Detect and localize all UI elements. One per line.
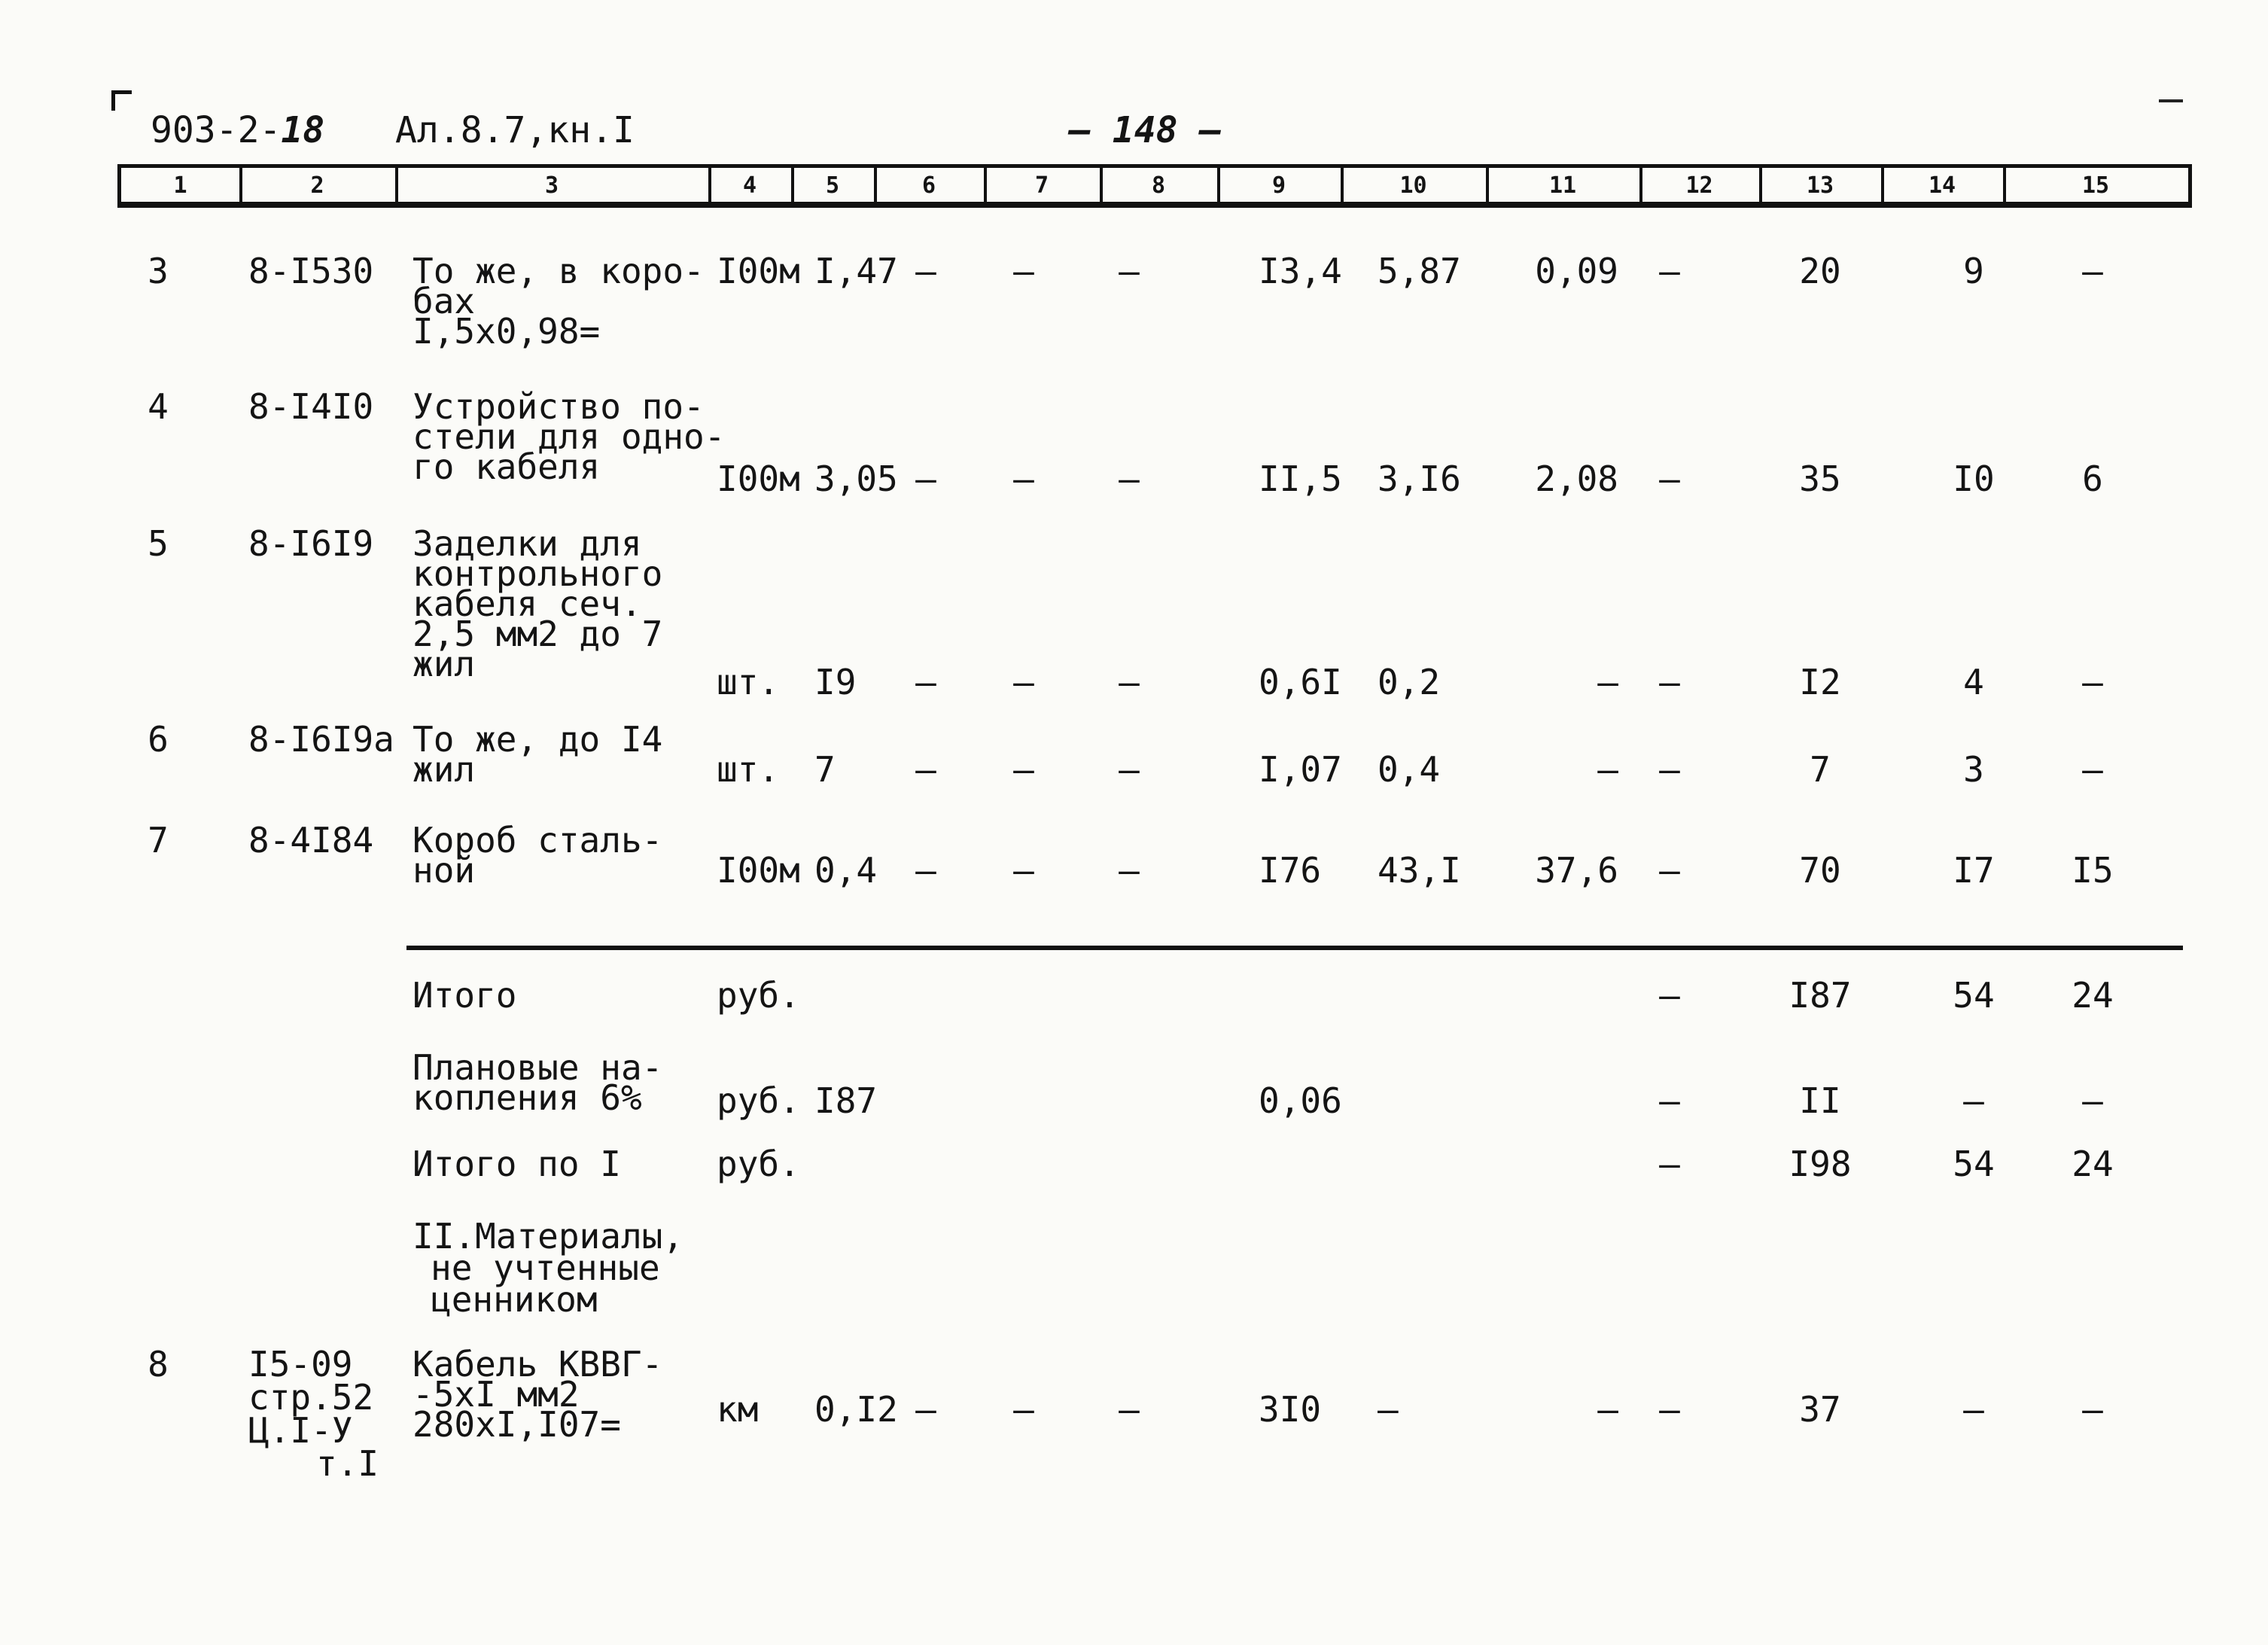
cell-col15: 24 (2072, 1144, 2114, 1184)
column-number-strip (117, 164, 2192, 208)
cell-col3: Устройство по- (413, 386, 705, 427)
cell-col13: I87 (1789, 975, 1852, 1016)
cell-col14: I7 (1953, 850, 1995, 891)
cell-col12: – (1659, 1080, 1680, 1121)
cell-col3: Заделки для (413, 523, 642, 564)
cell-col13: I98 (1789, 1144, 1852, 1184)
cell-col14: 3 (1963, 749, 1984, 790)
cell-col5: 3,05 (814, 458, 898, 499)
cell-col9: 0,06 (1259, 1080, 1342, 1121)
cell-col11: – (1597, 749, 1618, 790)
cell-col12: – (1659, 1144, 1680, 1184)
cell-col2: 8-I6I9а (248, 719, 394, 760)
cell-col8: – (1119, 850, 1140, 891)
cell-col3: копления 6% (413, 1077, 642, 1118)
column-number: 6 (921, 172, 936, 199)
cell-col14: 4 (1963, 662, 1984, 702)
cell-col2: 8-I6I9 (248, 523, 374, 564)
cell-col7: – (1013, 251, 1034, 291)
cell-col4: I00м (717, 458, 800, 499)
cell-col1: 8 (148, 1344, 169, 1385)
cell-col3: Плановые на- (413, 1047, 663, 1088)
cell-col14: – (1963, 1389, 1984, 1430)
cell-col12: – (1659, 749, 1680, 790)
column-divider (1341, 168, 1344, 202)
cell-col11: 0,09 (1535, 251, 1618, 291)
cell-col15: – (2082, 1080, 2103, 1121)
column-divider (1639, 168, 1642, 202)
edge-mark (2159, 99, 2183, 102)
column-number: 1 (173, 172, 187, 199)
cell-col14: 54 (1953, 975, 1995, 1016)
cell-col6: – (915, 458, 936, 499)
cell-col7: – (1013, 458, 1034, 499)
cell-col6: – (915, 1389, 936, 1430)
cell-col3: Итого по I (413, 1144, 621, 1184)
column-divider (1881, 168, 1884, 202)
cell-col14: I0 (1953, 458, 1995, 499)
cell-col3: контрольного (413, 553, 663, 594)
cell-col13: II (1799, 1080, 1841, 1121)
cell-col3: жил (413, 749, 476, 790)
cell-col5: I87 (814, 1080, 878, 1121)
cell-col2: Ц.I-У (248, 1410, 353, 1451)
cell-col3: -5xI мм2 (413, 1374, 580, 1415)
column-divider (239, 168, 242, 202)
cell-col5: 0,I2 (814, 1389, 898, 1430)
cell-col1: 5 (148, 523, 169, 564)
cell-col3: Кабель КВВГ- (413, 1344, 663, 1385)
column-divider (984, 168, 987, 202)
cell-col11: – (1597, 662, 1618, 702)
cell-col10: 0,2 (1378, 662, 1441, 702)
cell-col15: 24 (2072, 975, 2114, 1016)
cell-col4: руб. (717, 1144, 800, 1184)
cell-col6: – (915, 850, 936, 891)
column-number: 13 (1806, 172, 1834, 199)
column-number: 7 (1034, 172, 1049, 199)
cell-col6: – (915, 662, 936, 702)
cell-col2: стр.52 (248, 1377, 374, 1418)
cell-col15: – (2082, 251, 2103, 291)
column-number: 15 (2081, 172, 2110, 199)
cell-col2: 8-I530 (248, 251, 374, 291)
cell-col2: I5-09 (248, 1344, 353, 1385)
cell-col8: – (1119, 1389, 1140, 1430)
cell-col5: 0,4 (814, 850, 878, 891)
cell-col8: – (1119, 749, 1140, 790)
cell-col9: II,5 (1259, 458, 1342, 499)
cell-col3: ной (413, 850, 476, 891)
cell-col9: I3,4 (1259, 251, 1342, 291)
column-divider (1100, 168, 1103, 202)
cell-col15: 6 (2082, 458, 2103, 499)
column-number: 4 (742, 172, 757, 199)
cell-col11: 37,6 (1535, 850, 1618, 891)
cell-col3: I,5x0,98= (413, 311, 601, 352)
cell-col1: 6 (148, 719, 169, 760)
cell-col4: I00м (717, 251, 800, 291)
cell-col12: – (1659, 662, 1680, 702)
cell-col3: стели для одно- (413, 416, 726, 457)
column-number: 9 (1271, 172, 1286, 199)
column-divider (2003, 168, 2006, 202)
cell-col3: го кабеля (413, 446, 601, 487)
cell-col9: 0,6I (1259, 662, 1342, 702)
cell-col12: – (1659, 975, 1680, 1016)
cell-col2: 8-4I84 (248, 820, 374, 861)
cell-col1: 3 (148, 251, 169, 291)
cell-col1: 4 (148, 386, 169, 427)
cell-col10: – (1378, 1389, 1399, 1430)
column-divider (708, 168, 711, 202)
cell-col11: – (1597, 1389, 1618, 1430)
cell-col10: 3,I6 (1378, 458, 1461, 499)
cell-col12: – (1659, 251, 1680, 291)
cell-col5: I,47 (814, 251, 898, 291)
cell-col12: – (1659, 850, 1680, 891)
column-number: 3 (544, 172, 559, 199)
column-number: 11 (1548, 172, 1577, 199)
cell-col15: – (2082, 749, 2103, 790)
column-number: 10 (1399, 172, 1427, 199)
section-heading: не учтенные (431, 1247, 660, 1288)
cell-col6: – (915, 251, 936, 291)
cell-col10: 0,4 (1378, 749, 1441, 790)
cell-col15: – (2082, 662, 2103, 702)
totals-separator (406, 946, 2183, 950)
cell-col4: шт. (717, 662, 780, 702)
cell-col4: шт. (717, 749, 780, 790)
column-number: 12 (1685, 172, 1713, 199)
cell-col3: То же, в коро- (413, 251, 705, 291)
cell-col2: 8-I4I0 (248, 386, 374, 427)
cell-col3: То же, до I4 (413, 719, 663, 760)
cell-col11: 2,08 (1535, 458, 1618, 499)
column-number: 14 (1928, 172, 1956, 199)
cell-col3: Итого (413, 975, 517, 1016)
cell-col3: 2,5 мм2 до 7 (413, 614, 663, 654)
cell-col4: руб. (717, 975, 800, 1016)
cell-col5: 7 (814, 749, 836, 790)
cell-col15: – (2082, 1389, 2103, 1430)
cell-col14: 9 (1963, 251, 1984, 291)
cell-col4: км (717, 1389, 759, 1430)
cell-col4: руб. (717, 1080, 800, 1121)
section-heading: II.Материалы, (413, 1216, 684, 1257)
cell-col4: I00м (717, 850, 800, 891)
column-number: 8 (1151, 172, 1166, 199)
cell-col7: – (1013, 850, 1034, 891)
cell-col13: 7 (1810, 749, 1831, 790)
page-number: — 148 — (1069, 109, 1222, 151)
cell-col9: I76 (1259, 850, 1322, 891)
album-reference: Ал.8.7,кн.I (395, 109, 635, 151)
cell-col13: 35 (1799, 458, 1841, 499)
cell-col15: I5 (2072, 850, 2114, 891)
cell-col3: бах (413, 281, 476, 321)
cell-col14: – (1963, 1080, 1984, 1121)
cell-col12: – (1659, 458, 1680, 499)
cell-col6: – (915, 749, 936, 790)
column-number: 2 (310, 172, 324, 199)
column-divider (1217, 168, 1220, 202)
column-divider (791, 168, 794, 202)
cell-col1: 7 (148, 820, 169, 861)
document-code: 903-2-18 (151, 109, 325, 151)
cell-col10: 43,I (1378, 850, 1461, 891)
cell-col9: I,07 (1259, 749, 1342, 790)
cell-col3: Короб сталь- (413, 820, 663, 861)
corner-mark (111, 90, 132, 111)
cell-col9: 3I0 (1259, 1389, 1322, 1430)
cell-col12: – (1659, 1389, 1680, 1430)
cell-col13: I2 (1799, 662, 1841, 702)
cell-col8: – (1119, 458, 1140, 499)
cell-col14: 54 (1953, 1144, 1995, 1184)
column-divider (874, 168, 877, 202)
cell-col7: – (1013, 662, 1034, 702)
cell-col5: I9 (814, 662, 857, 702)
section-heading: ценником (431, 1279, 598, 1320)
cell-col3: кабеля сеч. (413, 583, 642, 624)
column-number: 5 (825, 172, 840, 199)
cell-col3: жил (413, 644, 476, 684)
cell-col3: 280xI,I07= (413, 1404, 621, 1445)
column-divider (395, 168, 398, 202)
column-divider (1759, 168, 1762, 202)
cell-col8: – (1119, 662, 1140, 702)
cell-col7: – (1013, 749, 1034, 790)
cell-col10: 5,87 (1378, 251, 1461, 291)
column-divider (1486, 168, 1489, 202)
cell-col13: 20 (1799, 251, 1841, 291)
cell-col2: т.I (316, 1443, 379, 1484)
cell-col8: – (1119, 251, 1140, 291)
cell-col13: 37 (1799, 1389, 1841, 1430)
cell-col7: – (1013, 1389, 1034, 1430)
cell-col13: 70 (1799, 850, 1841, 891)
